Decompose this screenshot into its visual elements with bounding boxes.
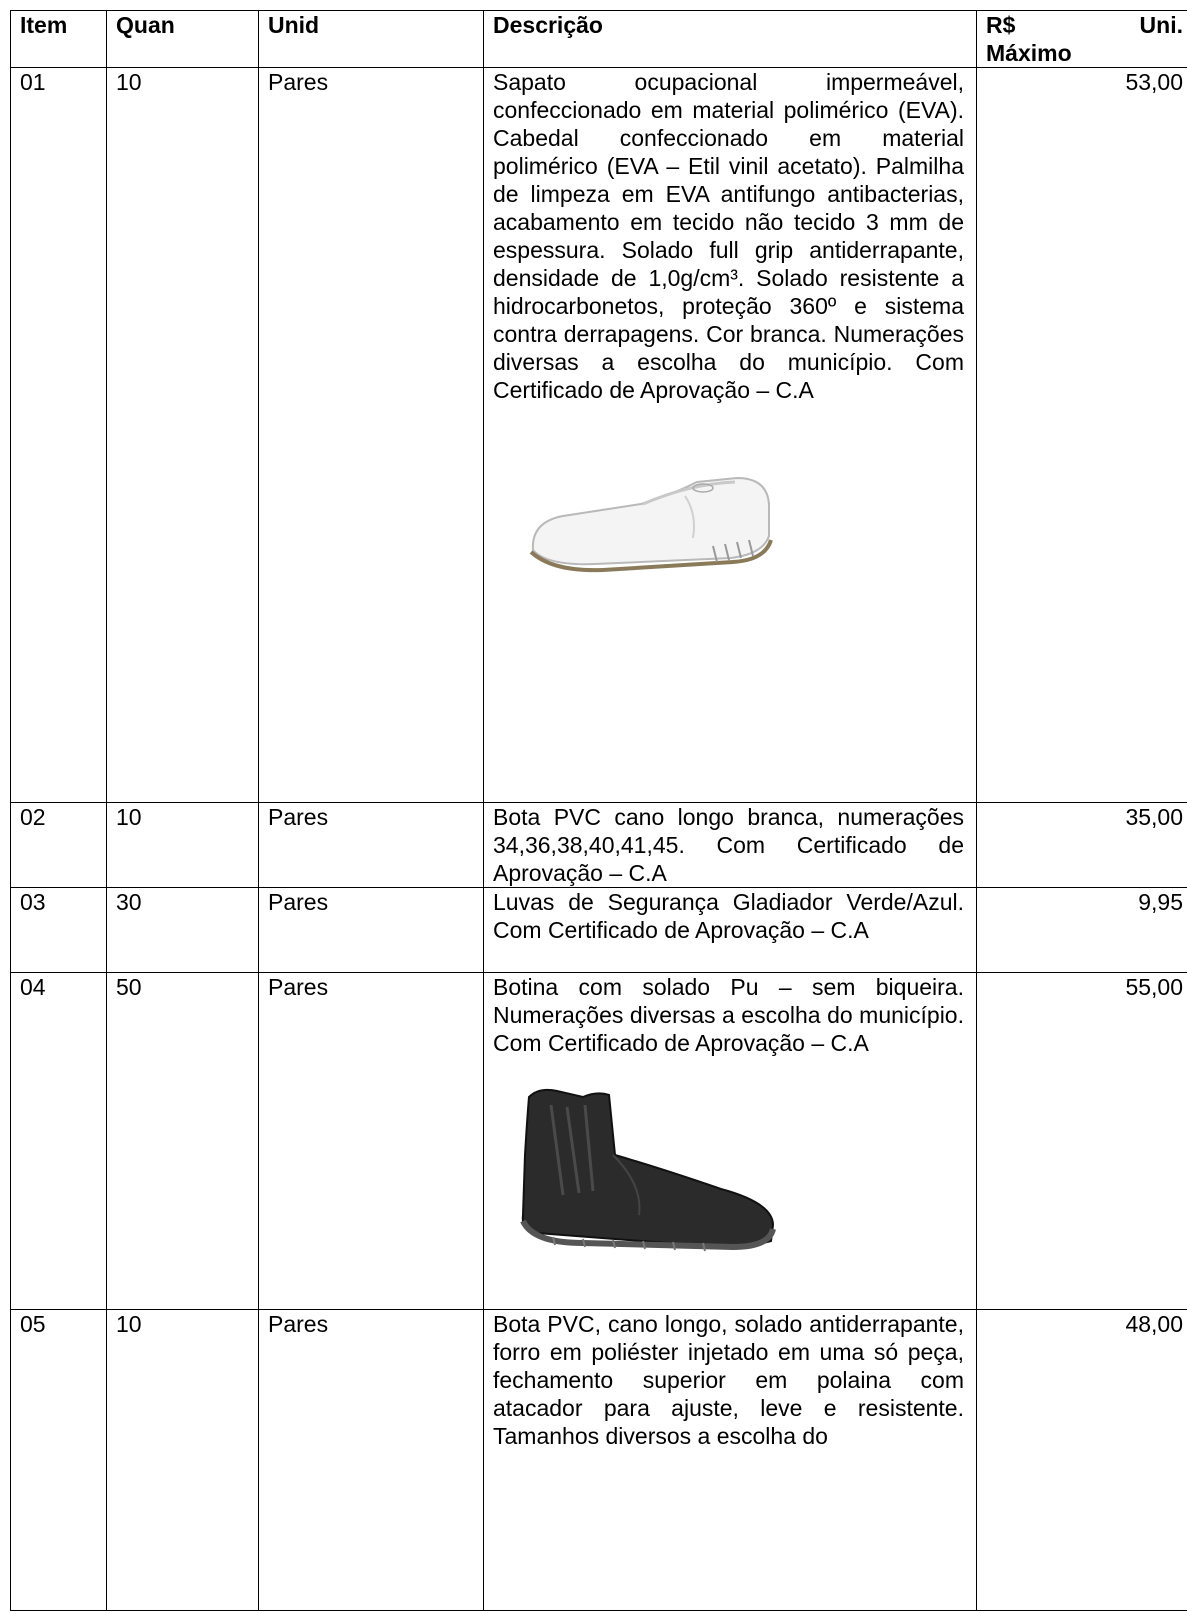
unit-cell: Pares <box>259 1310 484 1611</box>
price-cell: 48,00 <box>977 1310 1187 1611</box>
item-cell: 05 <box>11 1310 107 1611</box>
table-row <box>11 68 1187 803</box>
description-cell <box>484 68 977 803</box>
item-cell: 03 <box>11 888 107 973</box>
header-price-unit: Uni. <box>1140 11 1183 39</box>
description-cell: Luvas de Segurança Gladiador Verde/Azul. Com Certificado de Aprovação – C.A <box>484 888 977 973</box>
header-max-unit-price <box>977 11 1187 68</box>
price-table <box>10 10 1187 1611</box>
description-text: Sapato ocupacional impermeável, confeccionado em material polimérico (EVA). Cabedal confeccionado em material polimérico (EVA – Etil vinil acetato). Palmilha de limpeza em EVA antifungo antibacterias, acabamento em tecido não tecido 3 mm de espessura. Solado full grip antiderrapante, densidade de 1,0g/cm³. Solado resistente a hidrocarbonetos, proteção 360º e sistema contra derrapagens. Cor branca. Numerações diversas a escolha do município. Com Certificado de Aprovação – C.A <box>493 68 964 404</box>
price-cell: 35,00 <box>977 803 1187 888</box>
header-price-max: Máximo <box>986 39 1183 67</box>
table-row <box>11 973 1187 1310</box>
price-cell: 53,00 <box>977 68 1187 803</box>
header-item: Item <box>11 11 107 68</box>
description-cell: Bota PVC, cano longo, solado antiderrapante, forro em poliéster injetado em uma só peça, fechamento superior em polaina com atacador para ajuste, leve e resistente. Tamanhos diversos a escolha do <box>484 1310 977 1611</box>
quantity-cell: 10 <box>107 803 259 888</box>
header-unit: Unid <box>259 11 484 68</box>
description-cell <box>484 973 977 1310</box>
header-row <box>11 11 1187 68</box>
description-cell: Bota PVC cano longo branca, numerações 34,36,38,40,41,45. Com Certificado de Aprovação – C.A <box>484 803 977 888</box>
quantity-cell: 30 <box>107 888 259 973</box>
header-price-currency: R$ <box>986 11 1015 39</box>
item-cell: 01 <box>11 68 107 803</box>
unit-cell: Pares <box>259 973 484 1310</box>
table-row <box>11 803 1187 888</box>
unit-cell: Pares <box>259 68 484 803</box>
header-description: Descrição <box>484 11 977 68</box>
unit-cell: Pares <box>259 888 484 973</box>
description-text: Botina com solado Pu – sem biqueira. Numerações diversas a escolha do município. Com Certificado de Aprovação – C.A <box>493 973 964 1057</box>
table-row <box>11 1310 1187 1611</box>
quantity-cell: 10 <box>107 68 259 803</box>
item-cell: 02 <box>11 803 107 888</box>
header-quantity: Quan <box>107 11 259 68</box>
unit-cell: Pares <box>259 803 484 888</box>
quantity-cell: 10 <box>107 1310 259 1611</box>
quantity-cell: 50 <box>107 973 259 1310</box>
price-cell: 9,95 <box>977 888 1187 973</box>
item-cell: 04 <box>11 973 107 1310</box>
price-cell: 55,00 <box>977 973 1187 1310</box>
white-shoe-image <box>493 412 793 612</box>
black-boot-image <box>493 1065 793 1255</box>
table-row <box>11 888 1187 973</box>
